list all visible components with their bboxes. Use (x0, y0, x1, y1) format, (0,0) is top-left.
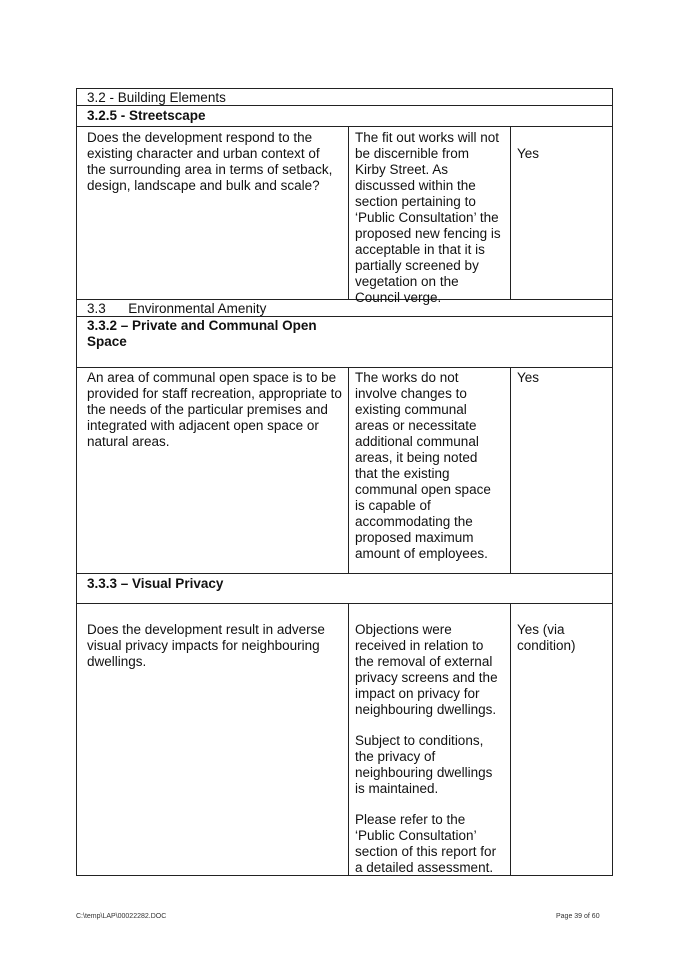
footer-page-number: Page 39 of 60 (556, 913, 600, 920)
subsection-heading-3-3-3: 3.3.3 – Visual Privacy (77, 574, 612, 604)
comment-cell: The fit out works will not be discernible from Kirby Street. As discussed within the section pertaining to ‘Public Consultation’ the proposed new fencing is acceptable in that it is partially screened by vegetation on the Council verge. (349, 127, 511, 299)
subsection-heading-3-2-5: 3.2.5 - Streetscape (77, 106, 612, 127)
comment-cell: The works do not involve changes to existing communal areas or necessitate additional communal areas, it being noted that the existing communal open space is capable of accommodating the proposed maximum amount of employees. (349, 368, 511, 573)
subsection-heading-3-3-2: 3.3.2 – Private and Communal Open Space (77, 317, 612, 368)
comment-paragraph: Please refer to the ‘Public Consultation’ section of this report for a detailed assessment. (355, 812, 497, 875)
table-row-visual-privacy (77, 604, 612, 875)
section-heading-3-3: 3.3 Environmental Amenity (77, 300, 612, 317)
table-row-open-space (77, 368, 612, 574)
compliance-cell: Yes (517, 146, 540, 161)
criteria-cell: Does the development respond to the existing character and urban context of the surrounding area in terms of setback, design, landscape and bulk and scale? (77, 127, 349, 299)
section-heading-3-2: 3.2 - Building Elements (77, 89, 612, 106)
footer-file-path: C:\temp\LAP\00022282.DOC (76, 913, 167, 920)
comment-paragraph: Subject to conditions, the privacy of neighbouring dwellings is maintained. (355, 733, 493, 796)
criteria-cell: An area of communal open space is to be provided for staff recreation, appropriate to the needs of the particular premises and integrated with adjacent open space or natural areas. (77, 368, 349, 573)
comment-paragraph: Objections were received in relation to the removal of external privacy screens and the impact on privacy for neighbouring dwellings. (355, 622, 498, 717)
criteria-cell: Does the development result in adverse visual privacy impacts for neighbouring dwellings. (77, 604, 349, 875)
compliance-cell: Yes (via condition) (517, 622, 576, 653)
comment-cell (349, 604, 511, 875)
compliance-cell: Yes (517, 370, 540, 385)
assessment-table (76, 88, 613, 876)
table-row-streetscape (77, 127, 612, 305)
